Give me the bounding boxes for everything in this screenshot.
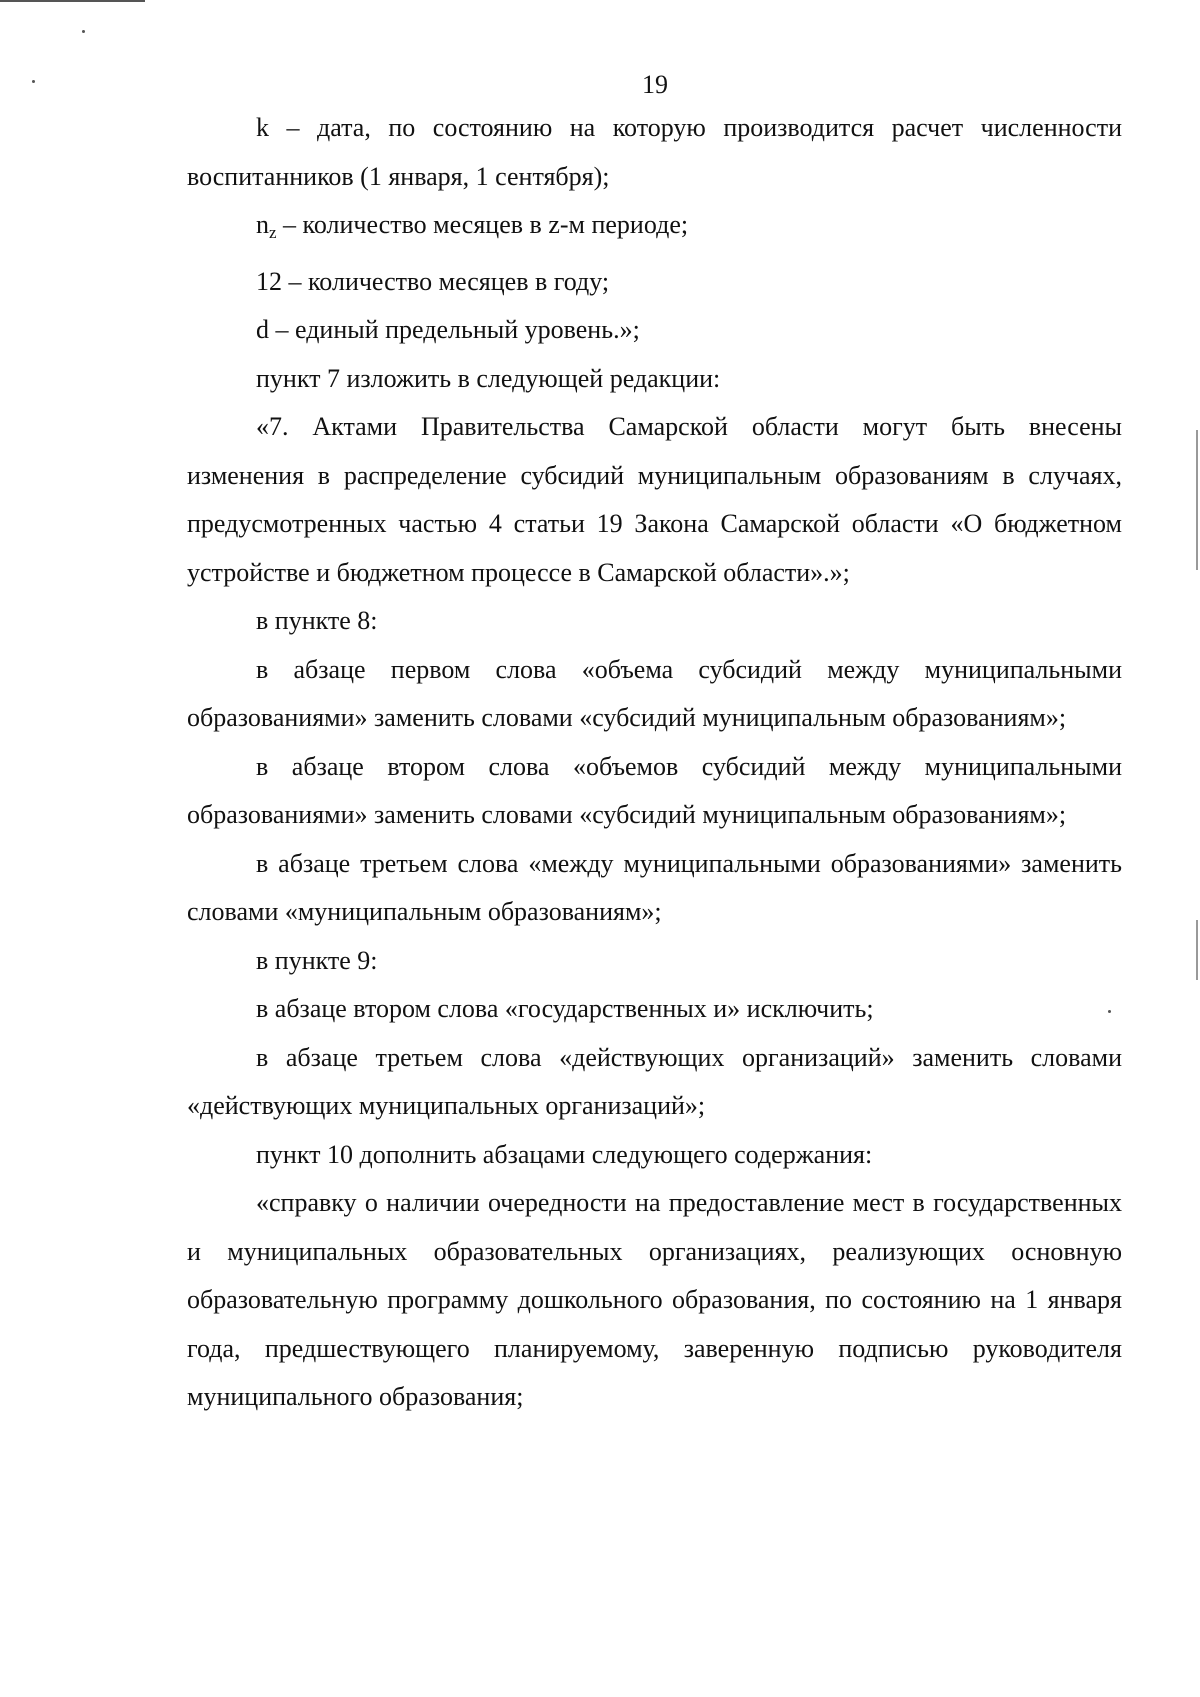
paragraph: d – единый предельный уровень.»; xyxy=(256,315,640,344)
paragraph: в абзаце третьем слова «действующих организаций» заменить словами «действующих муниципальных организаций»; xyxy=(187,1042,1122,1120)
scan-speck xyxy=(82,30,85,33)
scan-edge-mark xyxy=(1196,920,1198,980)
paragraph: в абзаце втором слова «государственных и» исключить; xyxy=(256,994,874,1023)
document-body xyxy=(187,104,1122,1422)
paragraph: пункт 10 дополнить абзацами следующего содержания: xyxy=(256,1139,873,1169)
paragraph: в пункте 9: xyxy=(256,945,378,975)
formula-symbol-subscript: z xyxy=(269,223,277,242)
paragraph: в пункте 8: xyxy=(256,606,378,635)
scan-edge-mark xyxy=(1196,430,1198,570)
paragraph: «7. Актами Правительства Самарской области могут быть внесены изменения в распределение субсидий муниципальным образованиям в случаях, предусмотренных частью 4 статьи 19 Закона Самарской области «О бюджетном устройстве и бюджетном процессе в Самарской области».»; xyxy=(187,412,1122,587)
scan-edge-line xyxy=(0,0,145,2)
formula-symbol-base: n xyxy=(256,210,269,239)
paragraph-text: – количество месяцев в z-м периоде; xyxy=(283,210,689,239)
paragraph: пункт 7 изложить в следующей редакции: xyxy=(256,363,721,393)
page-number: 19 xyxy=(642,70,668,99)
paragraph-nz xyxy=(187,201,1122,258)
paragraph: 12 – количество месяцев в году; xyxy=(256,266,610,296)
paragraph: «справку о наличии очередности на предоставление мест в государственных и муниципальных образовательных организациях, реализующих основную образовательную программу дошкольного образования, по состоянию на 1 января года, предшествующего планируемому, заверенную подписью руководителя муниципального образования; xyxy=(187,1188,1122,1411)
paragraph: k – дата, по состоянию на которую производится расчет численности воспитанников (1 января, 1 сентября); xyxy=(187,113,1122,191)
paragraph: в абзаце третьем слова «между муниципальными образованиями» заменить словами «муниципальным образованиям»; xyxy=(187,848,1122,926)
paragraph: в абзаце первом слова «объема субсидий между муниципальными образованиями» заменить словами «субсидий муниципальным образованиям»; xyxy=(187,654,1122,732)
paragraph: в абзаце втором слова «объемов субсидий между муниципальными образованиями» заменить словами «субсидий муниципальным образованиям»; xyxy=(187,751,1122,829)
